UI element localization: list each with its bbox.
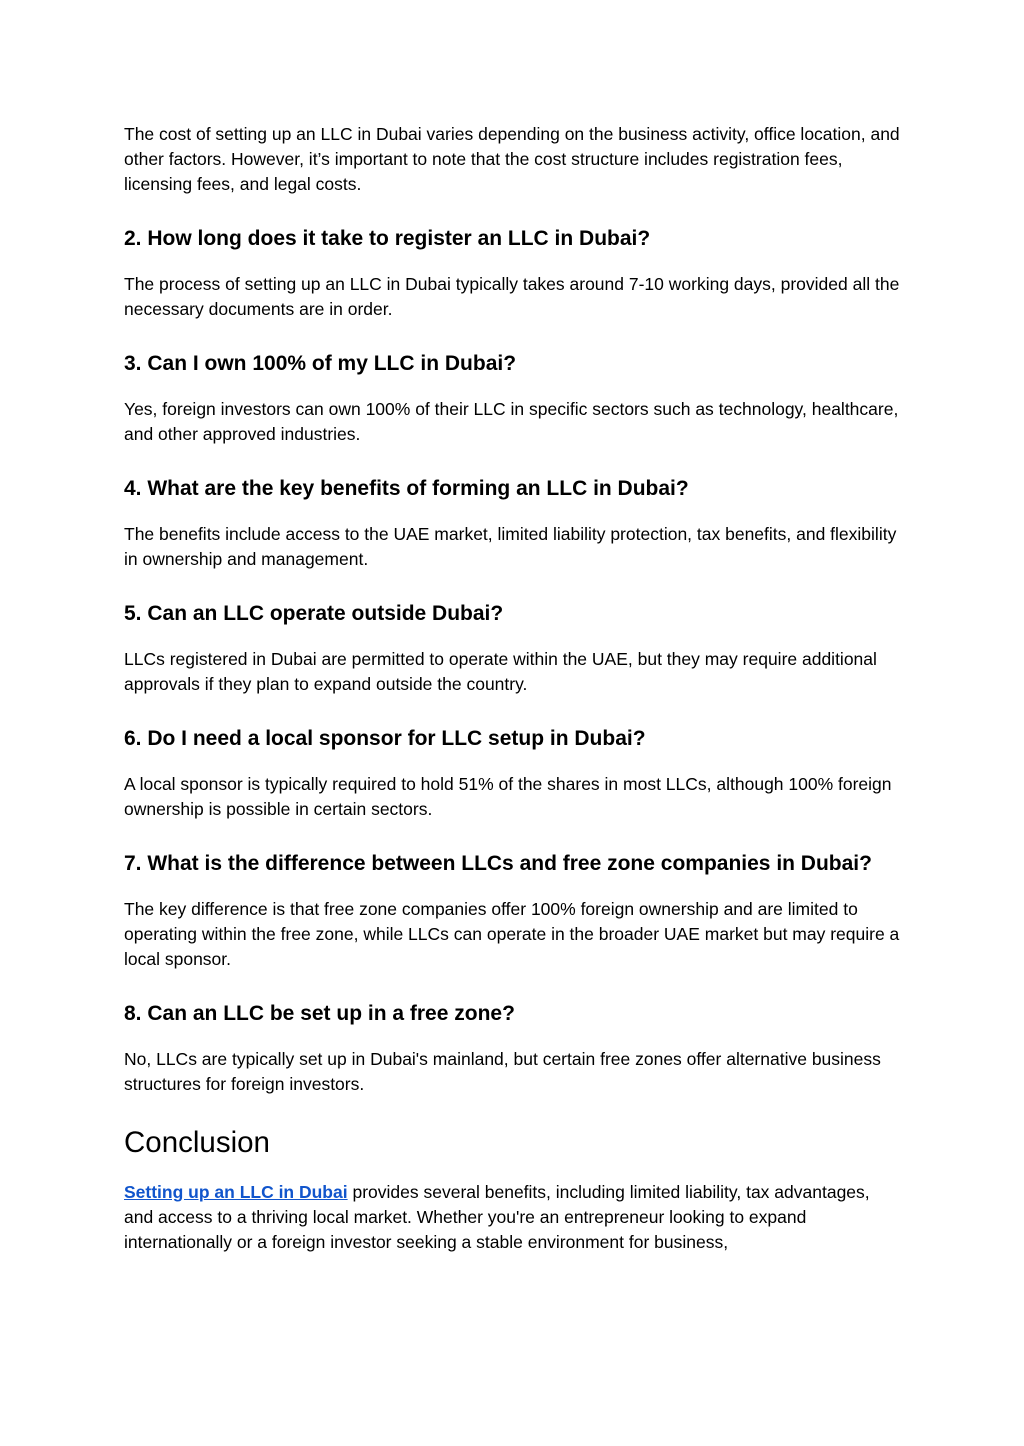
faq-answer-6: A local sponsor is typically required to hold 51% of the shares in most LLCs, although 100% foreign ownership is possible in certain sectors. <box>124 774 892 819</box>
conclusion-heading: Conclusion <box>124 1126 270 1159</box>
faq-question-8: 8. Can an LLC be set up in a free zone? <box>124 1002 515 1025</box>
faq-answer-5: LLCs registered in Dubai are permitted to operate within the UAE, but they may require additional approvals if they plan to expand outside the country. <box>124 649 877 694</box>
faq-question-2: 2. How long does it take to register an LLC in Dubai? <box>124 227 651 250</box>
faq-question-3: 3. Can I own 100% of my LLC in Dubai? <box>124 352 517 375</box>
faq-question-4: 4. What are the key benefits of forming an LLC in Dubai? <box>124 477 689 500</box>
conclusion-paragraph <box>124 1180 900 1255</box>
setting-up-llc-link[interactable]: Setting up an LLC in Dubai <box>124 1182 348 1202</box>
faq-answer-2: The process of setting up an LLC in Dubai typically takes around 7-10 working days, provided all the necessary documents are in order. <box>124 274 900 319</box>
faq-question-7: 7. What is the difference between LLCs and free zone companies in Dubai? <box>124 852 872 875</box>
faq-answer-8: No, LLCs are typically set up in Dubai's mainland, but certain free zones offer alternative business structures for foreign investors. <box>124 1049 881 1094</box>
document-page <box>124 122 900 1255</box>
conclusion-text: provides several benefits, including limited liability, tax advantages, and access to a thriving local market. Whether you're an entrepreneur looking to expand internationally or a foreign investor seeking a stable environment for business, <box>124 1182 870 1252</box>
faq-answer-7: The key difference is that free zone companies offer 100% foreign ownership and are limited to operating within the free zone, while LLCs can operate in the broader UAE market but may require a local sponsor. <box>124 899 900 969</box>
faq-answer-3: Yes, foreign investors can own 100% of their LLC in specific sectors such as technology, healthcare, and other approved industries. <box>124 399 899 444</box>
faq-answer-4: The benefits include access to the UAE market, limited liability protection, tax benefits, and flexibility in ownership and management. <box>124 524 897 569</box>
faq-question-5: 5. Can an LLC operate outside Dubai? <box>124 602 504 625</box>
intro-paragraph: The cost of setting up an LLC in Dubai varies depending on the business activity, office location, and other factors. However, it’s important to note that the cost structure includes registration fees, licensing fees, and legal costs. <box>124 124 900 194</box>
faq-question-6: 6. Do I need a local sponsor for LLC setup in Dubai? <box>124 727 646 750</box>
